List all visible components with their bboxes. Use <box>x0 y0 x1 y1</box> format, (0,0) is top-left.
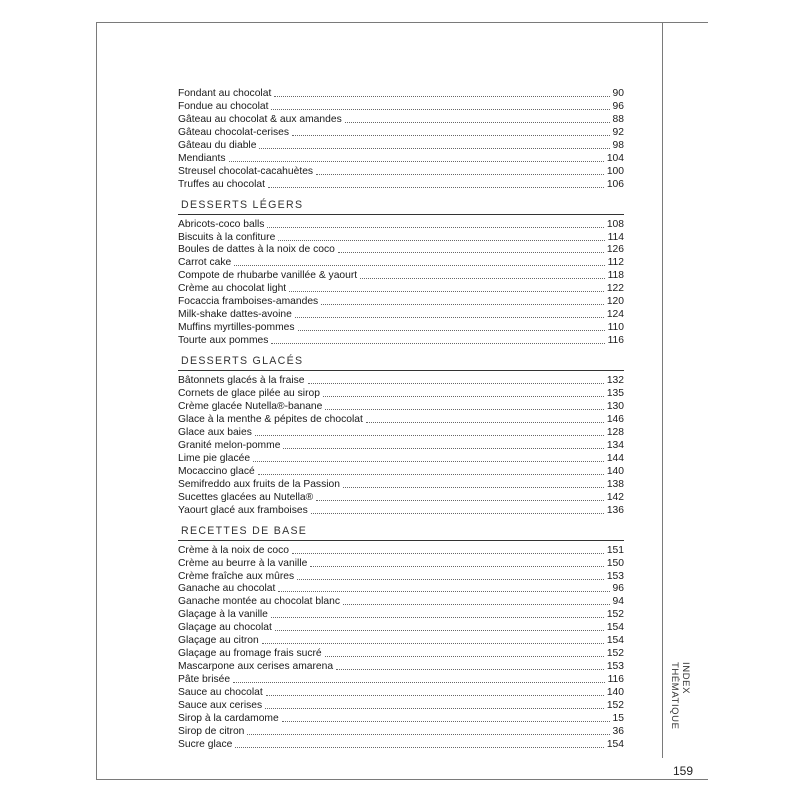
entry-page-number: 134 <box>606 439 624 451</box>
index-entry <box>178 244 624 257</box>
sections-container <box>178 198 624 751</box>
entry-name: Carrot cake <box>178 257 232 269</box>
dot-leader <box>247 734 609 735</box>
index-entry <box>178 426 624 439</box>
dot-leader <box>268 187 604 188</box>
dot-leader <box>265 708 604 709</box>
index-entry <box>178 647 624 660</box>
entry-name: Fondant au chocolat <box>178 87 272 99</box>
entry-page-number: 90 <box>612 87 624 99</box>
entry-name: Milk-shake dattes-avoine <box>178 309 292 321</box>
dot-leader <box>316 174 604 175</box>
entry-page-number: 118 <box>607 270 624 282</box>
entry-name: Sucre glace <box>178 738 233 750</box>
entry-page-number: 153 <box>606 661 624 673</box>
entry-page-number: 151 <box>606 544 624 556</box>
dot-leader <box>297 579 604 580</box>
dot-leader <box>275 630 604 631</box>
index-entry <box>178 478 624 491</box>
entry-page-number: 15 <box>612 712 624 724</box>
dot-leader <box>253 461 604 462</box>
entry-page-number: 140 <box>606 687 624 699</box>
section-title: RECETTES DE BASE <box>178 524 624 541</box>
index-section <box>178 354 624 516</box>
entry-name: Bâtonnets glacés à la fraise <box>178 375 305 387</box>
entry-name: Gâteau du diable <box>178 139 257 151</box>
entry-page-number: 142 <box>606 491 624 503</box>
entry-name: Yaourt glacé aux framboises <box>178 504 308 516</box>
entry-page-number: 154 <box>606 635 624 647</box>
entry-name: Semifreddo aux fruits de la Passion <box>178 478 340 490</box>
index-entry <box>178 595 624 608</box>
index-section <box>178 198 624 348</box>
entry-name: Sirop de citron <box>178 725 245 737</box>
entry-name: Sirop à la cardamome <box>178 712 279 724</box>
entry-page-number: 152 <box>606 648 624 660</box>
index-entry <box>178 439 624 452</box>
entry-name: Lime pie glacée <box>178 452 251 464</box>
index-entry <box>178 738 624 751</box>
index-entry <box>178 387 624 400</box>
entry-name: Fondue au chocolat <box>178 100 269 112</box>
dot-leader <box>308 383 604 384</box>
index-entry <box>178 100 624 113</box>
entry-page-number: 110 <box>607 322 624 334</box>
entry-name: Mascarpone aux cerises amarena <box>178 661 334 673</box>
index-entry <box>178 218 624 231</box>
section-title: DESSERTS GLACÉS <box>178 354 624 371</box>
entry-name: Gâteau chocolat-cerises <box>178 126 290 138</box>
entry-page-number: 132 <box>606 375 624 387</box>
index-entry <box>178 282 624 295</box>
index-section <box>178 524 624 751</box>
entry-page-number: 36 <box>612 725 624 737</box>
index-entry <box>178 660 624 673</box>
dot-leader <box>343 604 610 605</box>
entry-page-number: 130 <box>606 401 624 413</box>
index-entry <box>178 491 624 504</box>
dot-leader <box>283 448 603 449</box>
dot-leader <box>343 487 604 488</box>
entry-name: Mendiants <box>178 152 226 164</box>
index-entry <box>178 465 624 478</box>
index-entry <box>178 634 624 647</box>
dot-leader <box>278 240 604 241</box>
dot-leader <box>311 513 604 514</box>
entry-page-number: 100 <box>606 165 624 177</box>
entry-name: Pâte brisée <box>178 674 231 686</box>
section-entries <box>178 374 624 516</box>
index-entry <box>178 673 624 686</box>
entry-name: Cornets de glace pilée au sirop <box>178 388 320 400</box>
index-entry <box>178 126 624 139</box>
entry-name: Crème à la noix de coco <box>178 544 290 556</box>
index-entry <box>178 374 624 387</box>
entry-page-number: 150 <box>606 557 624 569</box>
entry-page-number: 124 <box>606 309 624 321</box>
dot-leader <box>292 135 609 136</box>
section-entries <box>178 218 624 348</box>
dot-leader <box>274 96 609 97</box>
dot-leader <box>278 591 609 592</box>
dot-leader <box>262 643 604 644</box>
entry-name: Granité melon-pomme <box>178 439 281 451</box>
entry-name: Glaçage au fromage frais sucré <box>178 648 322 660</box>
index-entry <box>178 413 624 426</box>
entry-page-number: 154 <box>606 622 624 634</box>
entry-page-number: 152 <box>606 609 624 621</box>
side-divider <box>662 22 663 758</box>
index-entry <box>178 87 624 100</box>
index-entry <box>178 178 624 191</box>
dot-leader <box>259 148 609 149</box>
index-entry <box>178 152 624 165</box>
entry-page-number: 120 <box>606 296 624 308</box>
entry-page-number: 146 <box>606 413 624 425</box>
entry-page-number: 153 <box>606 570 624 582</box>
entry-page-number: 122 <box>606 283 624 295</box>
entry-page-number: 96 <box>612 583 624 595</box>
index-entry <box>178 608 624 621</box>
dot-leader <box>338 252 604 253</box>
index-entry <box>178 712 624 725</box>
entry-name: Gâteau au chocolat & aux amandes <box>178 113 342 125</box>
entry-page-number: 144 <box>606 452 624 464</box>
entry-page-number: 106 <box>606 178 624 190</box>
index-entry <box>178 139 624 152</box>
entry-page-number: 138 <box>606 478 624 490</box>
entry-page-number: 88 <box>612 113 624 125</box>
dot-leader <box>345 122 610 123</box>
dot-leader <box>325 409 603 410</box>
page-number: 159 <box>673 764 694 778</box>
index-content <box>178 87 624 751</box>
entry-name: Sauce aux cerises <box>178 700 263 712</box>
entry-page-number: 136 <box>606 504 624 516</box>
index-entry <box>178 452 624 465</box>
index-entry <box>178 557 624 570</box>
index-entry <box>178 308 624 321</box>
entry-name: Crème au chocolat light <box>178 283 287 295</box>
dot-leader <box>289 291 604 292</box>
entry-name: Abricots-coco balls <box>178 218 265 230</box>
entry-name: Compote de rhubarbe vanillée & yaourt <box>178 270 358 282</box>
dot-leader <box>316 500 604 501</box>
entry-name: Focaccia framboises-amandes <box>178 296 319 308</box>
section-title: DESSERTS LÉGERS <box>178 198 624 215</box>
index-entry <box>178 725 624 738</box>
entry-page-number: 152 <box>606 700 624 712</box>
entry-name: Tourte aux pommes <box>178 335 269 347</box>
dot-leader <box>234 265 604 266</box>
sidebar-label: INDEX THÉMATIQUE <box>669 662 691 730</box>
index-entry <box>178 570 624 583</box>
dot-leader <box>310 566 603 567</box>
dot-leader <box>271 617 604 618</box>
entry-name: Glaçage au citron <box>178 635 259 647</box>
entry-page-number: 140 <box>606 465 624 477</box>
entry-name: Glaçage à la vanille <box>178 609 268 621</box>
entry-name: Sucettes glacées au Nutella® <box>178 491 314 503</box>
entry-page-number: 114 <box>607 231 624 243</box>
index-entry <box>178 231 624 244</box>
dot-leader <box>266 695 604 696</box>
entry-page-number: 128 <box>606 426 624 438</box>
dot-leader <box>258 474 604 475</box>
dot-leader <box>323 396 604 397</box>
dot-leader <box>336 669 604 670</box>
entry-name: Crème glacée Nutella®-banane <box>178 401 323 413</box>
dot-leader <box>235 747 603 748</box>
entry-name: Glace aux baies <box>178 426 252 438</box>
dot-leader <box>282 721 610 722</box>
dot-leader <box>271 109 609 110</box>
entry-page-number: 116 <box>607 674 624 686</box>
index-entry <box>178 699 624 712</box>
index-entry <box>178 686 624 699</box>
dot-leader <box>366 422 604 423</box>
entry-name: Truffes au chocolat <box>178 178 266 190</box>
entry-name: Ganache montée au chocolat blanc <box>178 596 341 608</box>
dot-leader <box>292 553 604 554</box>
index-entry <box>178 269 624 282</box>
index-entry <box>178 504 624 517</box>
section-entries <box>178 544 624 751</box>
index-entry <box>178 583 624 596</box>
dot-leader <box>321 304 604 305</box>
intro-list <box>178 87 624 191</box>
index-entry <box>178 256 624 269</box>
dot-leader <box>271 343 604 344</box>
dot-leader <box>325 656 604 657</box>
index-entry <box>178 400 624 413</box>
entry-page-number: 154 <box>606 738 624 750</box>
dot-leader <box>267 227 603 228</box>
dot-leader <box>295 317 604 318</box>
entry-page-number: 94 <box>612 596 624 608</box>
dot-leader <box>255 435 604 436</box>
entry-name: Glace à la menthe & pépites de chocolat <box>178 413 363 425</box>
entry-name: Boules de dattes à la noix de coco <box>178 244 335 256</box>
entry-page-number: 96 <box>612 100 624 112</box>
index-entry <box>178 334 624 347</box>
entry-name: Muffins myrtilles-pommes <box>178 322 295 334</box>
index-entry <box>178 544 624 557</box>
entry-name: Crème au beurre à la vanille <box>178 557 308 569</box>
entry-page-number: 112 <box>607 257 624 269</box>
index-entry <box>178 621 624 634</box>
entry-page-number: 135 <box>606 388 624 400</box>
entry-name: Sauce au chocolat <box>178 687 263 699</box>
entry-name: Biscuits à la confiture <box>178 231 276 243</box>
entry-name: Crème fraîche aux mûres <box>178 570 295 582</box>
entry-page-number: 92 <box>612 126 624 138</box>
entry-page-number: 116 <box>607 335 624 347</box>
entry-name: Glaçage au chocolat <box>178 622 272 634</box>
entry-page-number: 98 <box>612 139 624 151</box>
index-entry <box>178 113 624 126</box>
index-entry <box>178 165 624 178</box>
dot-leader <box>360 278 604 279</box>
entry-name: Ganache au chocolat <box>178 583 276 595</box>
dot-leader <box>229 161 604 162</box>
entry-page-number: 108 <box>606 218 624 230</box>
index-entry <box>178 295 624 308</box>
entry-name: Streusel chocolat-cacahuètes <box>178 165 314 177</box>
entry-page-number: 126 <box>606 244 624 256</box>
dot-leader <box>298 330 605 331</box>
entry-page-number: 104 <box>606 152 624 164</box>
entry-name: Mocaccino glacé <box>178 465 255 477</box>
index-entry <box>178 321 624 334</box>
dot-leader <box>233 682 604 683</box>
